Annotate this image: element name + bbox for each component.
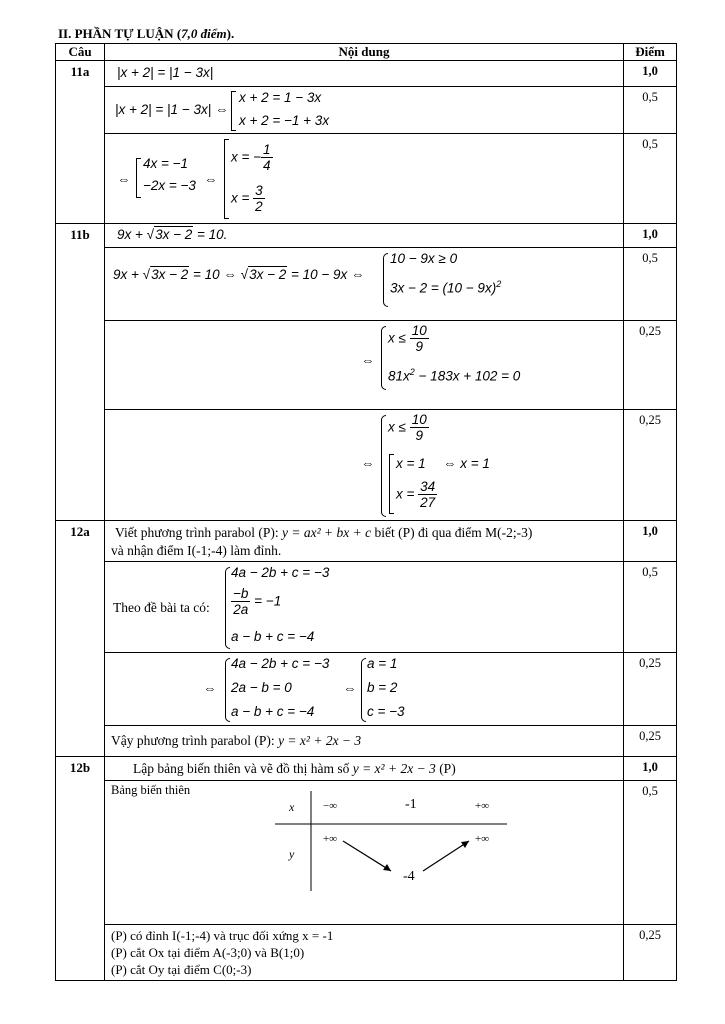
result-1: x = 1 xyxy=(396,456,426,471)
row-12a-step3 xyxy=(56,726,677,757)
property-vertex: (P) có đỉnh I(-1;-4) và trục đối xứng x = -1 xyxy=(111,928,334,943)
curly-brace xyxy=(383,253,388,307)
equivalence: ⇔ xyxy=(343,681,357,696)
problem-12a-line1: Viết phương trình parabol (P): y = ax² + bx + c biết (P) đi qua điểm M(-2;-3) xyxy=(115,525,533,540)
label-12b: 12b xyxy=(56,757,105,981)
problem-12a-line2: và nhận điểm I(-1;-4) làm đỉnh. xyxy=(111,543,282,558)
points-11a-1: 0,5 xyxy=(624,87,677,134)
x-vertex: -1 xyxy=(405,797,417,812)
points-12a-2: 0,25 xyxy=(624,653,677,726)
row-12a-problem xyxy=(56,521,677,562)
row-11b-step1 xyxy=(56,248,677,321)
case: −2x = −3 xyxy=(143,178,196,193)
equation-2: $\frac{-b}{2a}$ = −1 xyxy=(233,586,282,617)
result-2: x = $\frac{34}{27}$ xyxy=(396,479,436,510)
row-11b-step2 xyxy=(56,321,677,410)
row-11a-problem xyxy=(56,61,677,87)
condition: x ≤ $\frac{10}{9}$ xyxy=(388,412,427,443)
table-header xyxy=(56,44,677,61)
header-cau: Câu xyxy=(56,44,105,61)
y-label: y xyxy=(289,847,295,861)
case: x + 2 = 1 − 3x xyxy=(239,90,322,105)
header-diem: Điểm xyxy=(624,44,677,61)
points-11a-2: 0,5 xyxy=(624,134,677,224)
section-title: II. PHẦN TỰ LUẬN (7,0 điểm). xyxy=(58,26,235,41)
y-right: +∞ xyxy=(475,833,490,845)
y-left: +∞ xyxy=(323,833,338,845)
points-11b-2: 0,25 xyxy=(624,321,677,410)
points-12a: 1,0 xyxy=(624,521,677,562)
equation-2: 2a − b = 0 xyxy=(231,680,292,695)
row-11b-problem xyxy=(56,224,677,248)
row-12b-problem xyxy=(56,757,677,781)
points-12b-2: 0,25 xyxy=(624,925,677,981)
increasing-arrow xyxy=(423,841,469,871)
bracket xyxy=(231,91,236,131)
case: x + 2 = −1 + 3x xyxy=(239,113,330,128)
row-12a-step2 xyxy=(56,653,677,726)
property-oy: (P) cắt Oy tại điểm C(0;-3) xyxy=(111,962,252,977)
row-11a-step2 xyxy=(56,134,677,224)
equivalence: ⇔ xyxy=(204,172,218,187)
curly-brace xyxy=(381,326,386,390)
result-b: b = 2 xyxy=(367,680,398,695)
equation: $81x^2 - 183x + 102 = 0$ xyxy=(388,367,521,384)
equivalence: ⇔ xyxy=(361,353,375,368)
condition: x ≤ $\frac{10}{9}$ xyxy=(388,323,427,354)
properties xyxy=(105,925,623,980)
problem-11b: 9x + √3x − 2 = 10. xyxy=(117,227,228,242)
result-1-check: ⇔ x = 1 xyxy=(443,456,490,471)
conclusion-12a: Vậy phương trình parabol (P): y = x² + 2x − 3 xyxy=(111,733,362,748)
bracket xyxy=(224,139,229,219)
points-12b: 1,0 xyxy=(624,757,677,781)
equation-3: a − b + c = −4 xyxy=(231,704,315,719)
x-left: −∞ xyxy=(323,800,338,812)
points-11b-3: 0,25 xyxy=(624,410,677,521)
label-12a: 12a xyxy=(56,521,105,757)
bracket xyxy=(136,158,141,198)
row-11b-step3 xyxy=(56,410,677,521)
points-11b: 1,0 xyxy=(624,224,677,248)
curly-brace xyxy=(225,658,230,722)
result-a: a = 1 xyxy=(367,656,398,671)
label-11a: 11a xyxy=(56,61,105,224)
equivalence: ⇔ xyxy=(203,681,217,696)
variation-table-heading: Bảng biến thiên xyxy=(111,783,191,797)
decreasing-arrow xyxy=(343,841,391,871)
points-12b-1: 0,5 xyxy=(624,781,677,925)
variation-table xyxy=(275,791,515,891)
curly-brace xyxy=(361,658,366,722)
header-noi-dung: Nội dung xyxy=(105,44,624,61)
bracket xyxy=(389,454,394,514)
result-c: c = −3 xyxy=(367,704,405,719)
row-12a-step1 xyxy=(56,562,677,653)
condition: 10 − 9x ≥ 0 xyxy=(390,251,458,266)
result-2: x = $\frac{3}{2}$ xyxy=(231,183,263,214)
equation-1: 4a − 2b + c = −3 xyxy=(231,656,330,671)
result-1: x = − $\frac{1}{4}$ xyxy=(231,142,271,173)
equivalence: ⇔ xyxy=(361,456,375,471)
equivalence: ⇔ xyxy=(117,172,131,187)
lead-text: Theo đề bài ta có: xyxy=(113,600,210,615)
curly-brace xyxy=(225,567,230,649)
x-right: +∞ xyxy=(475,800,490,812)
case: 4x = −1 xyxy=(143,156,189,171)
y-min: -4 xyxy=(403,869,415,884)
step-11a-1-lhs: |x + 2| = |1 − 3x| ⇔ xyxy=(115,102,229,117)
x-label: x xyxy=(289,800,295,814)
problem-12b: Lập bảng biến thiên và vẽ đồ thị hàm số y = x² + 2x − 3 (P) xyxy=(133,761,456,776)
problem-11a: |x + 2| = |1 − 3x| xyxy=(117,65,214,80)
points-11b-1: 0,5 xyxy=(624,248,677,321)
row-12b-step2 xyxy=(56,925,677,981)
equation-3: a − b + c = −4 xyxy=(231,629,315,644)
curly-brace xyxy=(381,415,386,517)
points-12a-1: 0,5 xyxy=(624,562,677,653)
equation-1: 4a − 2b + c = −3 xyxy=(231,565,330,580)
step-11b-1-lhs: 9x + √3x − 2 = 10 ⇔ √3x − 2 = 10 − 9x ⇔ xyxy=(113,267,365,282)
points-11a: 1,0 xyxy=(624,61,677,87)
equation: $3x - 2 = (10 - 9x)^2$ xyxy=(390,279,502,296)
property-ox: (P) cắt Ox tại điểm A(-3;0) và B(1;0) xyxy=(111,945,305,960)
label-11b: 11b xyxy=(56,224,105,521)
answer-table xyxy=(55,43,677,981)
row-11a-step1 xyxy=(56,87,677,134)
row-12b-step1 xyxy=(56,781,677,925)
points-12a-3: 0,25 xyxy=(624,726,677,757)
